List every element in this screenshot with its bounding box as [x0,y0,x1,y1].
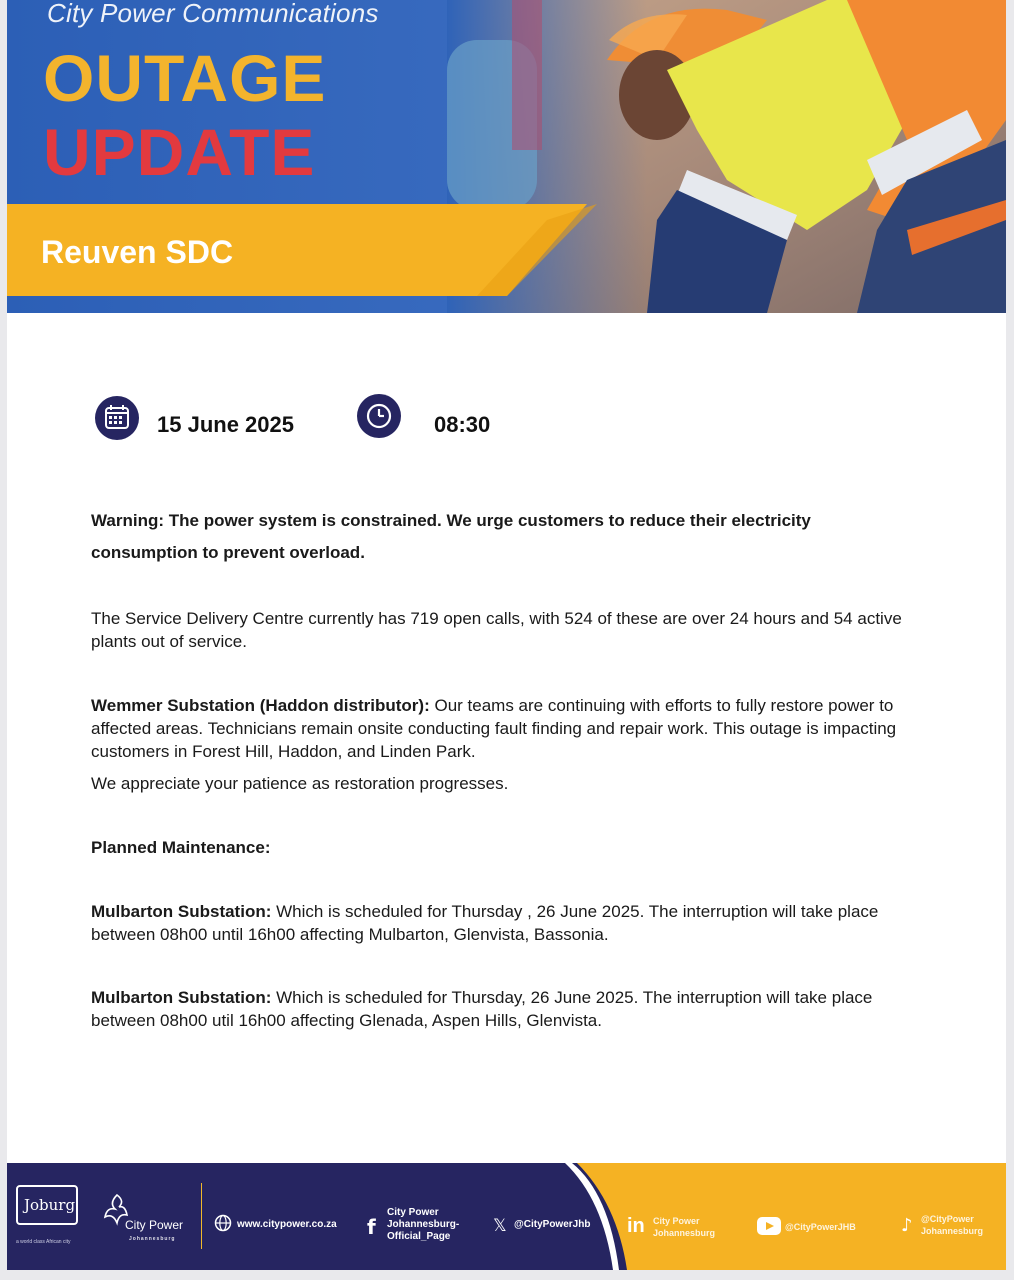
wemmer-label: Wemmer Substation (Haddon distributor): [91,696,430,715]
brand-line: City Power Communications [47,0,379,28]
facebook-line3: Official_Page [387,1231,451,1242]
linkedin-line1: City Power [653,1216,700,1226]
clock-icon [357,394,401,438]
linkedin-link[interactable] [653,1215,715,1239]
title-outage: OUTAGE [43,41,327,115]
maintenance-label: Mulbarton Substation: [91,902,272,921]
facebook-line1: City Power [387,1207,439,1218]
maintenance-item [91,900,921,946]
open-calls-text: The Service Delivery Centre currently has 719 open calls, with 524 of these are over 24 hours and 54 active plants out of service. [91,609,902,651]
youtube-link[interactable]: @CityPowerJHB [785,1222,856,1232]
globe-icon [214,1214,232,1232]
maintenance-label: Mulbarton Substation: [91,988,272,1007]
joburg-tagline: a world class African city [16,1239,71,1245]
footer-divider [201,1183,202,1249]
tiktok-line2: Johannesburg [921,1226,984,1236]
maintenance-text: Which is scheduled for Thursday , 26 June 2025. The interruption will take place between 08h00 until 16h00 affecting Mulbarton, Glenvista, Bassonia. [91,902,879,944]
citypower-logo-sub: Johannesburg [129,1236,176,1242]
joburg-logo [16,1185,78,1225]
tiktok-line1: @CityPower [921,1214,974,1224]
linkedin-line2: Johannesburg [653,1228,716,1238]
outage-update-notice [7,0,1006,1270]
x-link[interactable]: @CityPowerJhb [514,1219,591,1230]
youtube-icon [757,1217,781,1235]
footer-bar [7,1163,1006,1270]
joburg-logo-text: Joburg [24,1196,76,1214]
header-banner [7,0,1006,313]
wemmer-substation-update [91,694,911,763]
maintenance-text: Which is scheduled for Thursday, 26 June 2025. The interruption will take place between 08h00 util 16h00 affecting Glenada, Aspen Hills, Glenvista. [91,988,873,1030]
website-link[interactable]: www.citypower.co.za [237,1219,337,1230]
wemmer-text: Our teams are continuing with efforts to fully restore power to affected areas. Technicians remain onsite conducting fault finding and repair work. This outage is impacting customers in Forest Hill, Haddon, and Linden Park. [91,696,897,761]
facebook-icon: f [367,1215,376,1239]
x-icon: 𝕏 [493,1216,507,1236]
tiktok-link[interactable] [921,1213,983,1237]
citypower-logo-text: City Power [125,1218,184,1232]
planned-maintenance-heading: Planned Maintenance: [91,838,271,857]
warning-text: Warning: The power system is constrained. We urge customers to reduce their electricity consumption to prevent overload. [91,511,811,562]
tiktok-icon: ♪ [901,1215,913,1236]
date-value: 15 June 2025 [157,412,294,437]
maintenance-item [91,986,921,1032]
appreciation-text: We appreciate your patience as restoration progresses. [91,774,509,793]
linkedin-icon: in [627,1215,645,1237]
facebook-link[interactable] [387,1207,459,1243]
time-value: 08:30 [434,412,491,437]
calendar-icon [95,396,139,440]
sdc-name: Reuven SDC [41,234,234,270]
title-update: UPDATE [43,115,316,189]
facebook-line2: Johannesburg- [387,1219,460,1230]
